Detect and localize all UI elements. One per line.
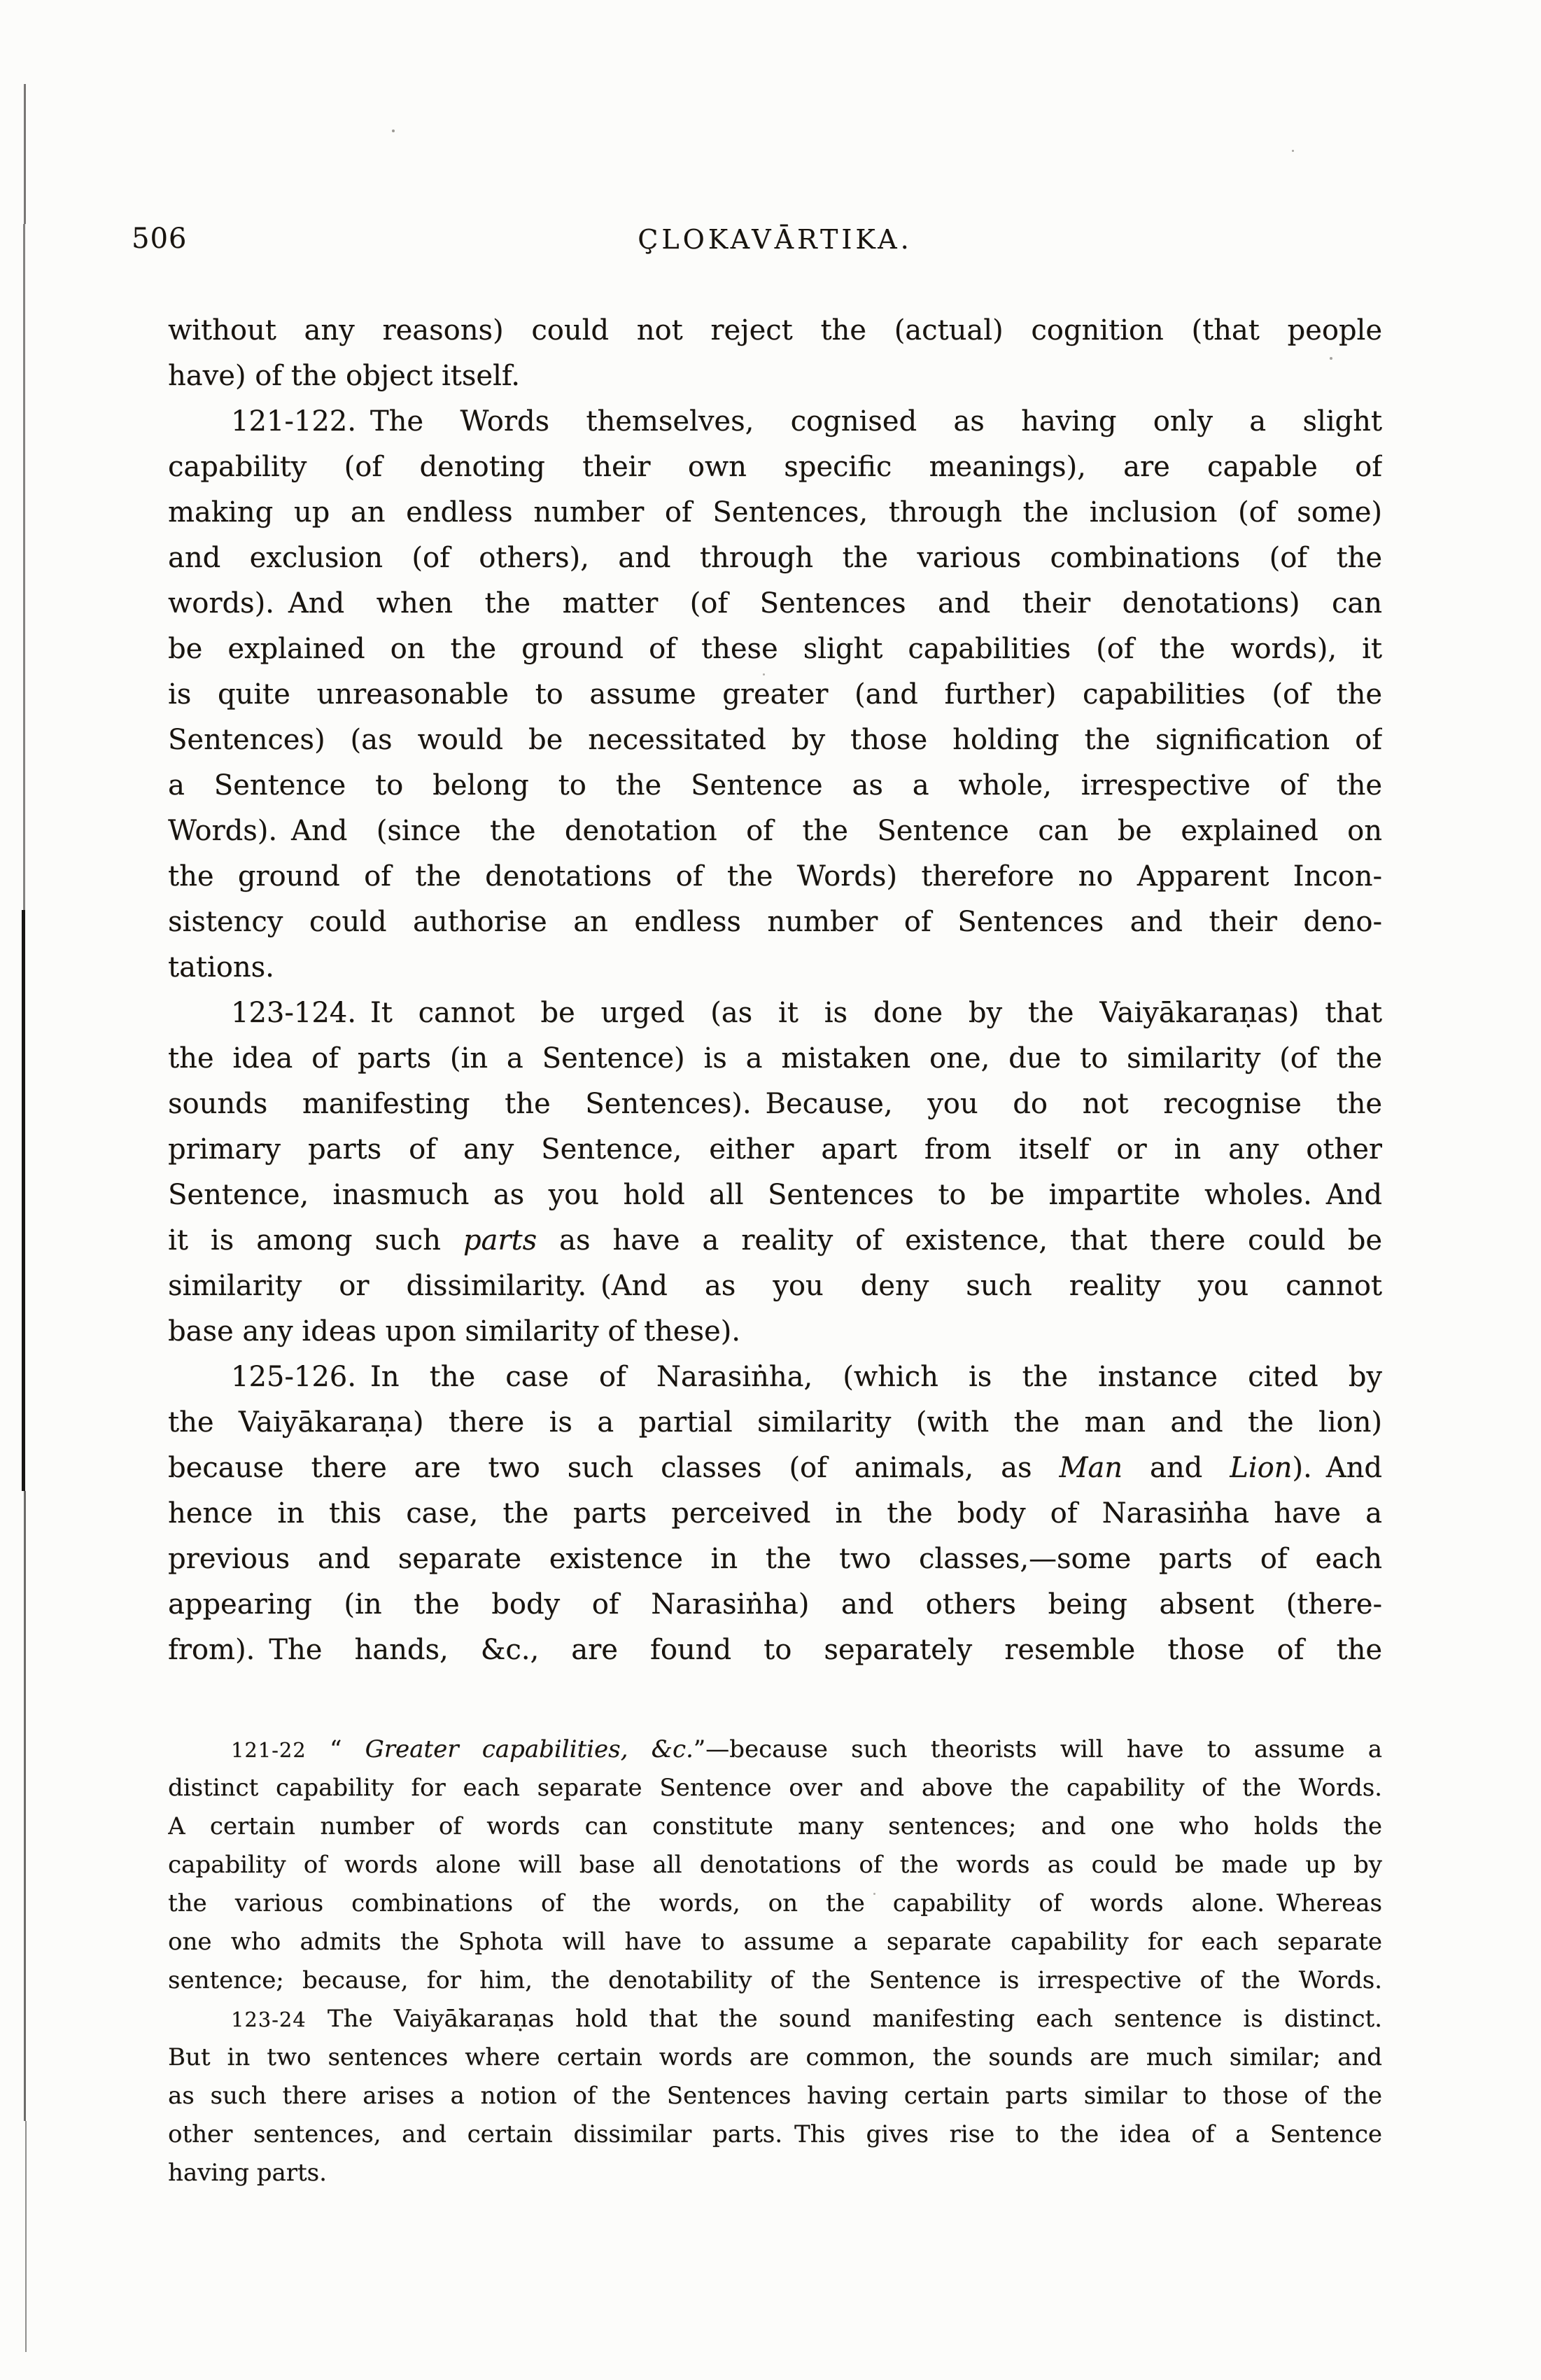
body-text-line — [168, 1354, 1382, 1400]
body-text-line — [168, 1309, 1382, 1354]
text-segment: sistency could authorise an endless number of Sentences and their deno- — [168, 906, 1382, 938]
footnote-lines — [168, 1730, 1382, 2192]
text-segment: Sentences) (as would be necessitated by those holding the signification of — [168, 724, 1382, 756]
footnote-text-line — [168, 2038, 1382, 2077]
body-text-line — [168, 1264, 1382, 1309]
text-segment: hence in this case, the parts perceived in the body of Narasiṅha have a — [168, 1497, 1382, 1530]
text-segment: as such there arises a notion of the Sentences having certain parts similar to those of the — [168, 2082, 1382, 2110]
text-segment: 123-124. It cannot be urged (as it is done by the Vaiyākaraṇas) that — [231, 997, 1382, 1029]
body-text-line — [168, 1036, 1382, 1082]
text-segment: sounds manifesting the Sentences). Because, you do not recognise the — [168, 1088, 1382, 1120]
text-segment: appearing (in the body of Narasiṅha) and others being absent (there- — [168, 1588, 1382, 1620]
footnote-text-line — [168, 2154, 1382, 2192]
footnote-text-line — [168, 1730, 1382, 1769]
text-segment: as have a reality of existence, that there could be — [537, 1224, 1382, 1256]
body-text-line — [168, 899, 1382, 945]
text-segment: similarity or dissimilarity. (And as you deny such reality you cannot — [168, 1270, 1382, 1302]
footnote-text-line — [168, 1923, 1382, 1961]
body-text-line — [168, 444, 1382, 490]
text-segment: the idea of parts (in a Sentence) is a mistaken one, due to similarity (of the — [168, 1042, 1382, 1074]
body-text-line — [168, 1127, 1382, 1172]
text-segment: distinct capability for each separate Sentence over and above the capability of the Words. — [168, 1774, 1382, 1802]
body-text-line — [168, 626, 1382, 672]
scan-speck — [392, 130, 395, 132]
binding-edge-artifact — [24, 84, 26, 224]
body-text-line — [168, 1218, 1382, 1264]
body-text-line — [168, 1400, 1382, 1446]
text-segment: making up an endless number of Sentences, through the inclusion (of some) — [168, 496, 1382, 528]
body-text-line — [168, 763, 1382, 808]
text-segment: be explained on the ground of these slight capabilities (of the words), it — [168, 633, 1382, 665]
text-segment: The Vaiyākaraṇas hold that the sound manifesting each sentence is distinct. — [306, 2005, 1382, 2033]
footnote-text-line — [168, 1961, 1382, 2000]
body-text-line — [168, 354, 1382, 399]
text-segment: Sentence, inasmuch as you hold all Sentences to be impartite wholes. And — [168, 1179, 1382, 1211]
body-text-line — [168, 399, 1382, 444]
text-segment: ”—because such theorists will have to assume a — [693, 1735, 1382, 1763]
text-segment: the various combinations of the words, on the capability of words alone. Whereas — [168, 1889, 1382, 1917]
body-text-line — [168, 718, 1382, 763]
binding-edge-artifact — [22, 910, 25, 1491]
running-title: ÇLOKAVĀRTIKA. — [638, 224, 913, 255]
text-segment: have) of the object itself. — [168, 360, 520, 392]
binding-edge-artifact — [24, 1491, 26, 2121]
running-header — [132, 221, 1382, 258]
footnote-marker: 121-22 — [231, 1738, 307, 1762]
text-segment: capability (of denoting their own specific meanings), are capable of — [168, 451, 1382, 483]
text-segment: the Vaiyākaraṇa) there is a partial similarity (with the man and the lion) — [168, 1406, 1382, 1438]
text-segment: the ground of the denotations of the Words) therefore no Apparent Incon- — [168, 860, 1382, 892]
footnote-text-line — [168, 1884, 1382, 1923]
text-segment: A certain number of words can constitute many sentences; and one who holds the — [168, 1812, 1382, 1840]
text-segment: words). And when the matter (of Sentences and their denotations) can — [168, 587, 1382, 620]
text-segment: Greater capabilities, &c. — [365, 1735, 694, 1763]
text-segment: capability of words alone will base all denotations of the words as could be made up by — [168, 1851, 1382, 1879]
body-text-line — [168, 1628, 1382, 1673]
body-text-line — [168, 490, 1382, 536]
text-segment: because there are two such classes (of animals, as — [168, 1452, 1060, 1484]
footnote-text-line — [168, 1807, 1382, 1846]
page-number: 506 — [132, 223, 188, 255]
text-segment: 121-122. The Words themselves, cognised as having only a slight — [231, 405, 1382, 438]
body-text-line — [168, 1491, 1382, 1536]
body-text-line — [168, 945, 1382, 990]
text-segment: without any reasons) could not reject the (actual) cognition (that people — [168, 314, 1382, 346]
footnote-text-line — [168, 2077, 1382, 2115]
binding-edge-artifact — [23, 224, 25, 910]
text-segment: previous and separate existence in the two classes,—some parts of each — [168, 1543, 1382, 1575]
text-segment: base any ideas upon similarity of these). — [168, 1315, 740, 1348]
text-segment: one who admits the Sphota will have to assume a separate capability for each separate — [168, 1928, 1382, 1956]
text-segment: having parts. — [168, 2159, 327, 2187]
body-text-line — [168, 854, 1382, 899]
footnote-text-line — [168, 2115, 1382, 2154]
footnote-text-line — [168, 2000, 1382, 2038]
body-lines — [168, 308, 1382, 1673]
body-text-line — [168, 1582, 1382, 1628]
text-segment: parts — [463, 1224, 537, 1256]
body-text-line — [168, 1172, 1382, 1218]
text-segment: Man — [1059, 1452, 1123, 1484]
text-segment: Lion — [1230, 1452, 1293, 1484]
text-segment: other sentences, and certain dissimilar parts. This gives rise to the idea of a Sentence — [168, 2120, 1382, 2148]
text-segment: ). And — [1292, 1452, 1382, 1484]
body-text-line — [168, 581, 1382, 626]
body-text-line — [168, 1536, 1382, 1582]
binding-edge-artifact — [25, 2121, 27, 2352]
footnote-text-line — [168, 1769, 1382, 1807]
footnote-text-line — [168, 1846, 1382, 1884]
text-segment: primary parts of any Sentence, either apart from itself or in any other — [168, 1133, 1382, 1166]
body-text-line — [168, 990, 1382, 1036]
body-text-line — [168, 672, 1382, 718]
body-text-line — [168, 536, 1382, 581]
scan-speck — [1292, 150, 1294, 152]
text-segment: from). The hands, &c., are found to separately resemble those of the — [168, 1634, 1382, 1666]
body-text-line — [168, 308, 1382, 354]
text-segment: it is among such — [168, 1224, 463, 1256]
body-text-line — [168, 1082, 1382, 1127]
text-segment: 125-126. In the case of Narasiṅha, (which is the instance cited by — [231, 1361, 1382, 1393]
text-segment: sentence; because, for him, the denotability of the Sentence is irrespective of the Words. — [168, 1966, 1382, 1994]
text-segment: and exclusion (of others), and through the various combinations (of the — [168, 542, 1382, 574]
text-segment: “ — [306, 1735, 365, 1763]
text-segment: Words). And (since the denotation of the Sentence can be explained on — [168, 815, 1382, 847]
footnote-marker: 123-24 — [231, 2008, 307, 2031]
body-text-line — [168, 808, 1382, 854]
text-segment: a Sentence to belong to the Sentence as a whole, irrespective of the — [168, 769, 1382, 802]
text-segment: and — [1123, 1452, 1230, 1484]
body-text-line — [168, 1446, 1382, 1491]
text-segment: is quite unreasonable to assume greater (and further) capabilities (of the — [168, 678, 1382, 710]
text-segment: tations. — [168, 951, 274, 983]
text-segment: But in two sentences where certain words are common, the sounds are much similar; and — [168, 2043, 1382, 2071]
